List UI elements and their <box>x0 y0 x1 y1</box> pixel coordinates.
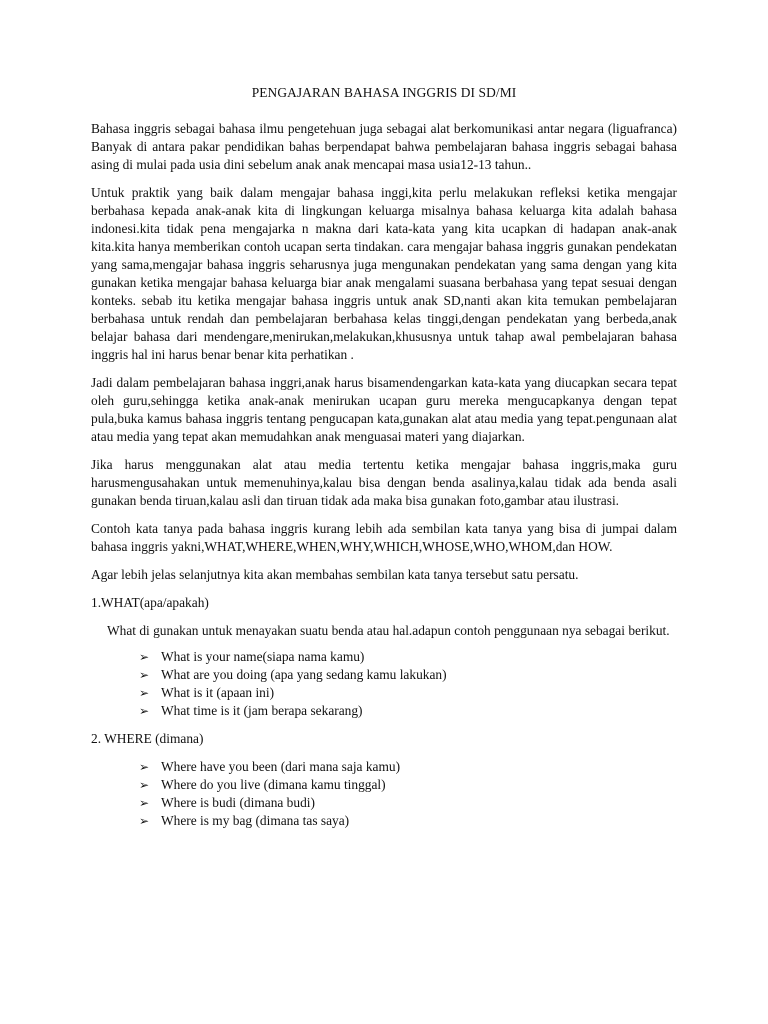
list-item: ➢ Where have you been (dari mana saja kamu) <box>139 759 401 774</box>
paragraph-question-words: Contoh kata tanya pada bahasa inggris kurang lebih ada sembilan kata tanya yang bisa di jumpai dalam bahasa inggris yakni,WHAT,WHERE,WHEN,WHY,WHICH,WHOSE,WHO,WHOM,dan HOW. <box>91 521 677 554</box>
arrow-bullet-icon: ➢ <box>139 778 150 792</box>
arrow-bullet-icon: ➢ <box>139 686 150 700</box>
section-heading-what: 1.WHAT(apa/apakah) <box>91 595 209 610</box>
page-title: PENGAJARAN BAHASA INGGRIS DI SD/MI <box>251 85 517 100</box>
arrow-bullet-icon: ➢ <box>139 704 150 718</box>
example-list-what <box>91 648 677 720</box>
list-item: ➢ Where is budi (dimana budi) <box>139 795 315 810</box>
section-description-what: What di gunakan untuk menayakan suatu benda atau hal.adapun contoh penggunaan nya sebagai berikut. <box>107 623 670 638</box>
arrow-bullet-icon: ➢ <box>139 814 150 828</box>
list-item: ➢ What is it (apaan ini) <box>139 685 275 700</box>
paragraph-media: Jika harus menggunakan alat atau media tertentu ketika mengajar bahasa inggris,maka guru harusmengusahakan untuk memenuhinya,kalau bisa dengan benda asalinya,kalau tidak ada benda asali gunakan benda tiruan,kalau asli dan tiruan tidak ada maka bisa gunakan foto,gambar atau ilustrasi. <box>91 457 677 508</box>
arrow-bullet-icon: ➢ <box>139 668 150 682</box>
list-item: ➢ What time is it (jam berapa sekarang) <box>139 703 363 718</box>
arrow-bullet-icon: ➢ <box>139 796 150 810</box>
list-item: ➢ What is your name(siapa nama kamu) <box>139 649 365 664</box>
paragraph-intro: Bahasa inggris sebagai bahasa ilmu pengetehuan juga sebagai alat berkomunikasi antar negara (liguafranca) Banyak di antara pakar pendidikan bahas berpendapat bahwa pembelajaran bahasa inggris sebagai bahasa asing di mulai pada usia dini sebelum anak anak mencapai masa usia12-13 tahun.. <box>91 121 677 172</box>
section-heading-where: 2. WHERE (dimana) <box>91 731 204 746</box>
list-item: ➢ Where is my bag (dimana tas saya) <box>139 813 350 828</box>
example-list-where <box>91 758 677 830</box>
arrow-bullet-icon: ➢ <box>139 760 150 774</box>
list-item: ➢ What are you doing (apa yang sedang kamu lakukan) <box>139 667 447 682</box>
paragraph-listening: Jadi dalam pembelajaran bahasa inggri,anak harus bisamendengarkan kata-kata yang diucapkan secara tepat oleh guru,sehingga ketika anak-anak menirukan ucapan guru mereka mengucapkanya dengan tepat pula,buka kamus bahasa inggris tentang pengucapan kata,gunakan alat atau media yang tepat.pengunaan alat atau media yang tepat akan memudahkan anak menguasai materi yang diajarkan. <box>91 375 677 444</box>
arrow-bullet-icon: ➢ <box>139 650 150 664</box>
paragraph-transition: Agar lebih jelas selanjutnya kita akan membahas sembilan kata tanya tersebut satu persatu. <box>91 567 579 582</box>
paragraph-practice: Untuk praktik yang baik dalam mengajar bahasa inggi,kita perlu melakukan refleksi ketika mengajar berbahasa kepada anak-anak kita di lingkungan keluarga misalnya bahasa keluarga kita adalah bahasa indonesi.kita tidak pena mengajarka n makna dari kata-kata yang kita ucapkan di hadapan anak-anak kita.kita hanya memberikan contoh ucapan serta tindakan. cara mengajar bahasa inggris gunakan pendekatan yang sama,mengajar bahasa inggris seharusnya juga mengunakan pendekatan yang sama dengan yang kita gunakan ketika mengajar bahasa keluarga biar anak mengalami suasana berbahasa yang tepat sesuai dengan konteks. sebab itu ketika mengajar bahasa inggris untuk anak SD,nanti akan kita temukan pembelajaran berbahasa untuk rendah dan pembelajaran berbahasa kelas tinggi,dengan pendekatan yang berbeda,anak belajar bahasa dari mendengare,menirukan,melakukan,khususnya untuk tahap awal pembelajaran bahasa inggris hal ini harus benar benar kita perhatikan . <box>91 185 677 362</box>
list-item: ➢ Where do you live (dimana kamu tinggal) <box>139 777 386 792</box>
